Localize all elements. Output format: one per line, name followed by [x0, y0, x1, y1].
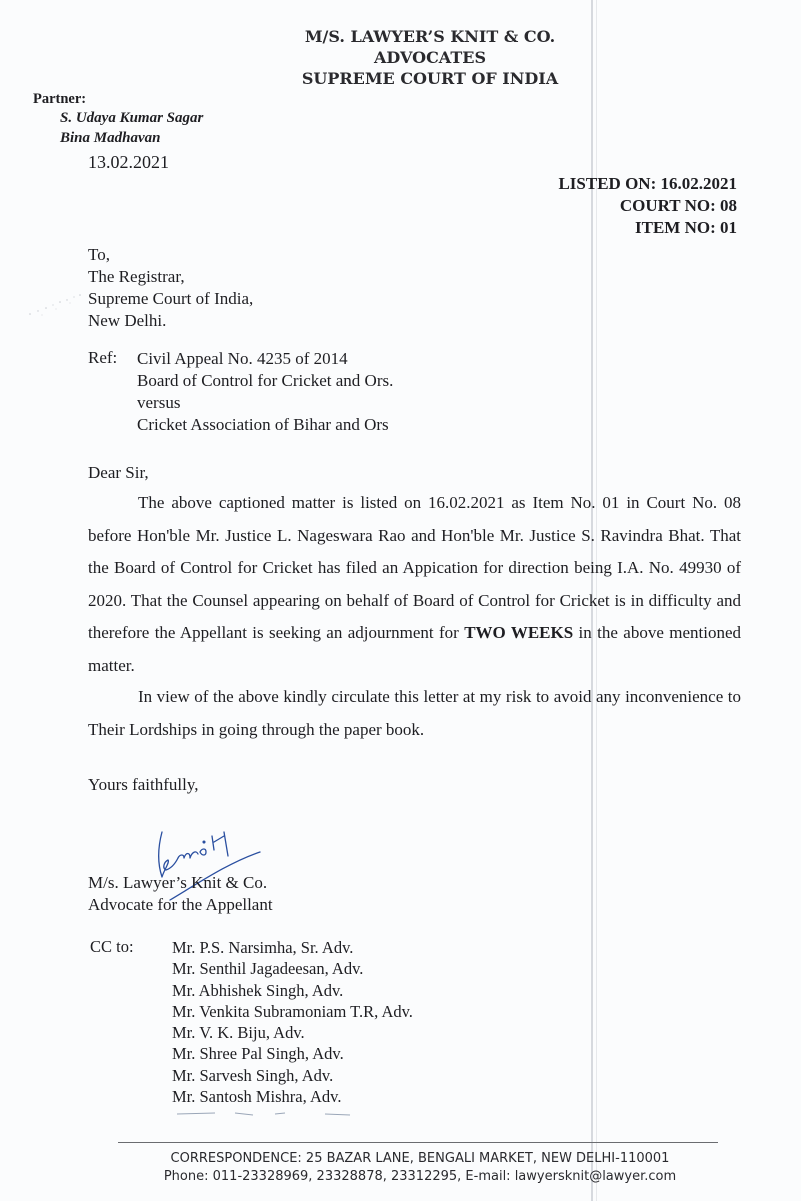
cc-recipient: Mr. Sarvesh Singh, Adv.: [172, 1065, 334, 1085]
reference-line: Board of Control for Cricket and Ors.: [137, 371, 394, 390]
cc-recipient: Mr. V. K. Biju, Adv.: [172, 1023, 305, 1043]
firm-name: M/S. LAWYER’S KNIT & CO.: [304, 27, 556, 46]
partner-name: S. Udaya Kumar Sagar: [60, 110, 204, 126]
letterhead: [250, 26, 610, 89]
cc-recipient: Mr. Abhishek Singh, Adv.: [172, 980, 344, 1000]
closing: Yours faithfully,: [88, 775, 199, 794]
signatory-firm: M/s. Lawyer’s Knit & Co.: [88, 873, 268, 892]
signatory-role: Advocate for the Appellant: [88, 895, 273, 914]
cc-recipient: Mr. Santosh Mishra, Adv.: [172, 1087, 342, 1107]
firm-subtitle: ADVOCATES: [373, 48, 486, 67]
salutation: Dear Sir,: [88, 463, 149, 482]
footer-divider: [118, 1142, 718, 1143]
recipient-line: Supreme Court of India,: [88, 289, 254, 308]
body-emphasis: TWO WEEKS: [464, 623, 574, 642]
body-text: In view of the above kindly circulate this letter at my risk to avoid any inconvenience to Their Lordships in going through the paper book.: [88, 687, 741, 739]
cc-recipient: Mr. Senthil Jagadeesan, Adv.: [172, 959, 364, 979]
partner-name: Bina Madhavan: [60, 130, 161, 146]
recipient-line: To,: [88, 245, 110, 264]
partner-label: Partner:: [33, 91, 87, 107]
cc-recipient: Mr. P.S. Narsimha, Sr. Adv.: [172, 938, 354, 957]
body-text: in the above mentioned matter.: [88, 623, 741, 675]
footer-address: CORRESPONDENCE: 25 BAZAR LANE, BENGALI MARKET, NEW DELHI-110001: [170, 1151, 670, 1166]
footer: [110, 1150, 730, 1186]
reference-label: Ref:: [88, 348, 118, 367]
reference-line: Cricket Association of Bihar and Ors: [137, 415, 389, 434]
recipient-line: New Delhi.: [88, 311, 167, 330]
cc-recipient: Mr. Shree Pal Singh, Adv.: [172, 1044, 344, 1064]
scan-smudge: [20, 290, 90, 320]
recipient-line: The Registrar,: [88, 267, 185, 286]
footer-contact: Phone: 011-23328969, 23328878, 23312295, E-mail: lawyersknit@lawyer.com: [163, 1169, 677, 1184]
court-name: SUPREME COURT OF INDIA: [301, 69, 559, 88]
listing-info: [558, 173, 737, 239]
cc-label: CC to:: [90, 937, 134, 956]
body-paragraph-1: [88, 487, 741, 682]
cc-list: [172, 937, 413, 1107]
court-number: COURT NO: 08: [619, 196, 737, 215]
cc-recipient: Mr. Venkita Subramoniam T.R, Adv.: [172, 1001, 413, 1021]
body-text: The above captioned matter is listed on 16.02.2021 as Item No. 01 in Court No. 08 before Hon'ble Mr. Justice L. Nageswara Rao and Hon'ble Mr. Justice S. Ravindra Bhat. That the Board of Control for Cricket has filed an Appication for direction being I.A. No. 49930 of 2020. That the Counsel appearing on behalf of Board of Control for Cricket is in difficulty and therefore the Appellant is seeking an adjournment for: [88, 493, 741, 642]
listed-on: LISTED ON: 16.02.2021: [558, 174, 737, 193]
recipient-address: [88, 244, 253, 332]
letter-date: 13.02.2021: [88, 152, 169, 172]
reference-line: Civil Appeal No. 4235 of 2014: [137, 349, 348, 368]
body-paragraph-2: [88, 681, 741, 746]
signatory-block: [88, 872, 273, 916]
reference-line: versus: [137, 393, 181, 412]
item-number: ITEM NO: 01: [635, 218, 737, 237]
scan-smudge: [175, 1110, 355, 1118]
reference-block: [137, 348, 393, 436]
